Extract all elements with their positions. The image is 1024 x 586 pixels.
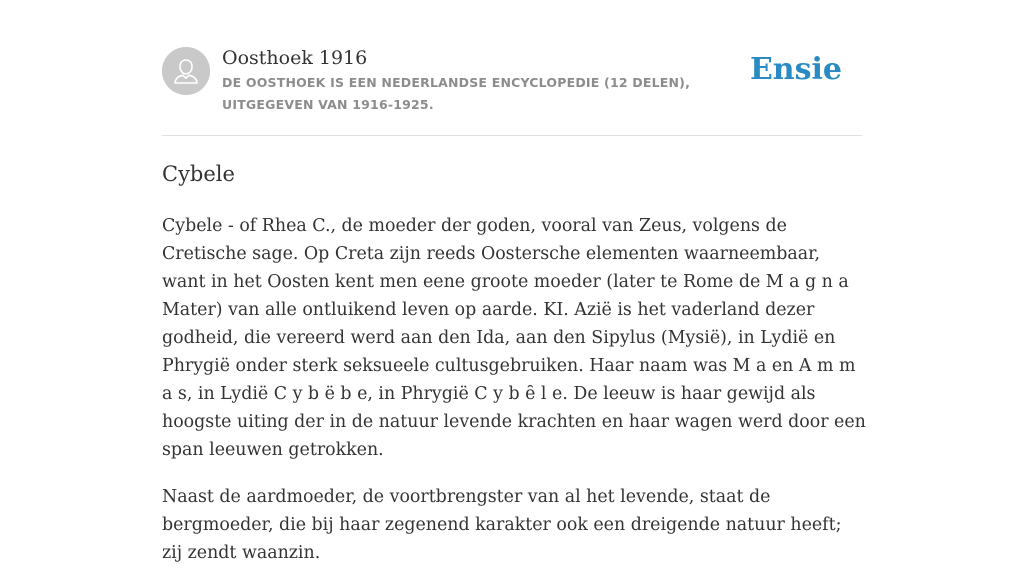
article-paragraph: Cybele - of Rhea C., de moeder der goden, vooral van Zeus, volgens de Cretische sage. Op Creta zijn reeds Oostersche elementen waarneembaar, want in het Oosten kent men eene groote moeder (later te Rome de M a g n a Mater) van alle ontluikend leven op aarde. KI. Azië is het vaderland dezer godheid, die vereerd werd aan den Ida, aan den Sipylus (Mysië), in Lydië en Phrygië onder sterk seksueele cultusgebruiken. Haar naam was M a en A m m a s, in Lydië C y b ë b e, in Phrygië C y b ȇ l e. De leeuw is haar gewijd als hoogste uiting der in de natuur levende krachten en haar wagen werd door een span leeuwen getrokken. [162, 216, 866, 460]
article-paragraph: Naast de aardmoeder, de voortbrengster van al het levende, staat de bergmoeder, die bij haar zegenend karakter ook een dreigende natuur heeft; zij zendt waanzin. [162, 487, 842, 563]
source-avatar[interactable] [162, 47, 210, 95]
source-header [162, 46, 862, 116]
article-title: Cybele [162, 162, 235, 186]
source-name[interactable]: Oosthoek 1916 [222, 47, 368, 69]
brand-logo[interactable]: Ensie [749, 52, 842, 87]
header-divider [162, 135, 862, 136]
user-icon [162, 47, 210, 95]
article-body [162, 212, 866, 586]
source-description: DE OOSTHOEK IS EEN NEDERLANDSE ENCYCLOPEDIE (12 DELEN), UITGEGEVEN VAN 1916-1925. [222, 75, 691, 112]
